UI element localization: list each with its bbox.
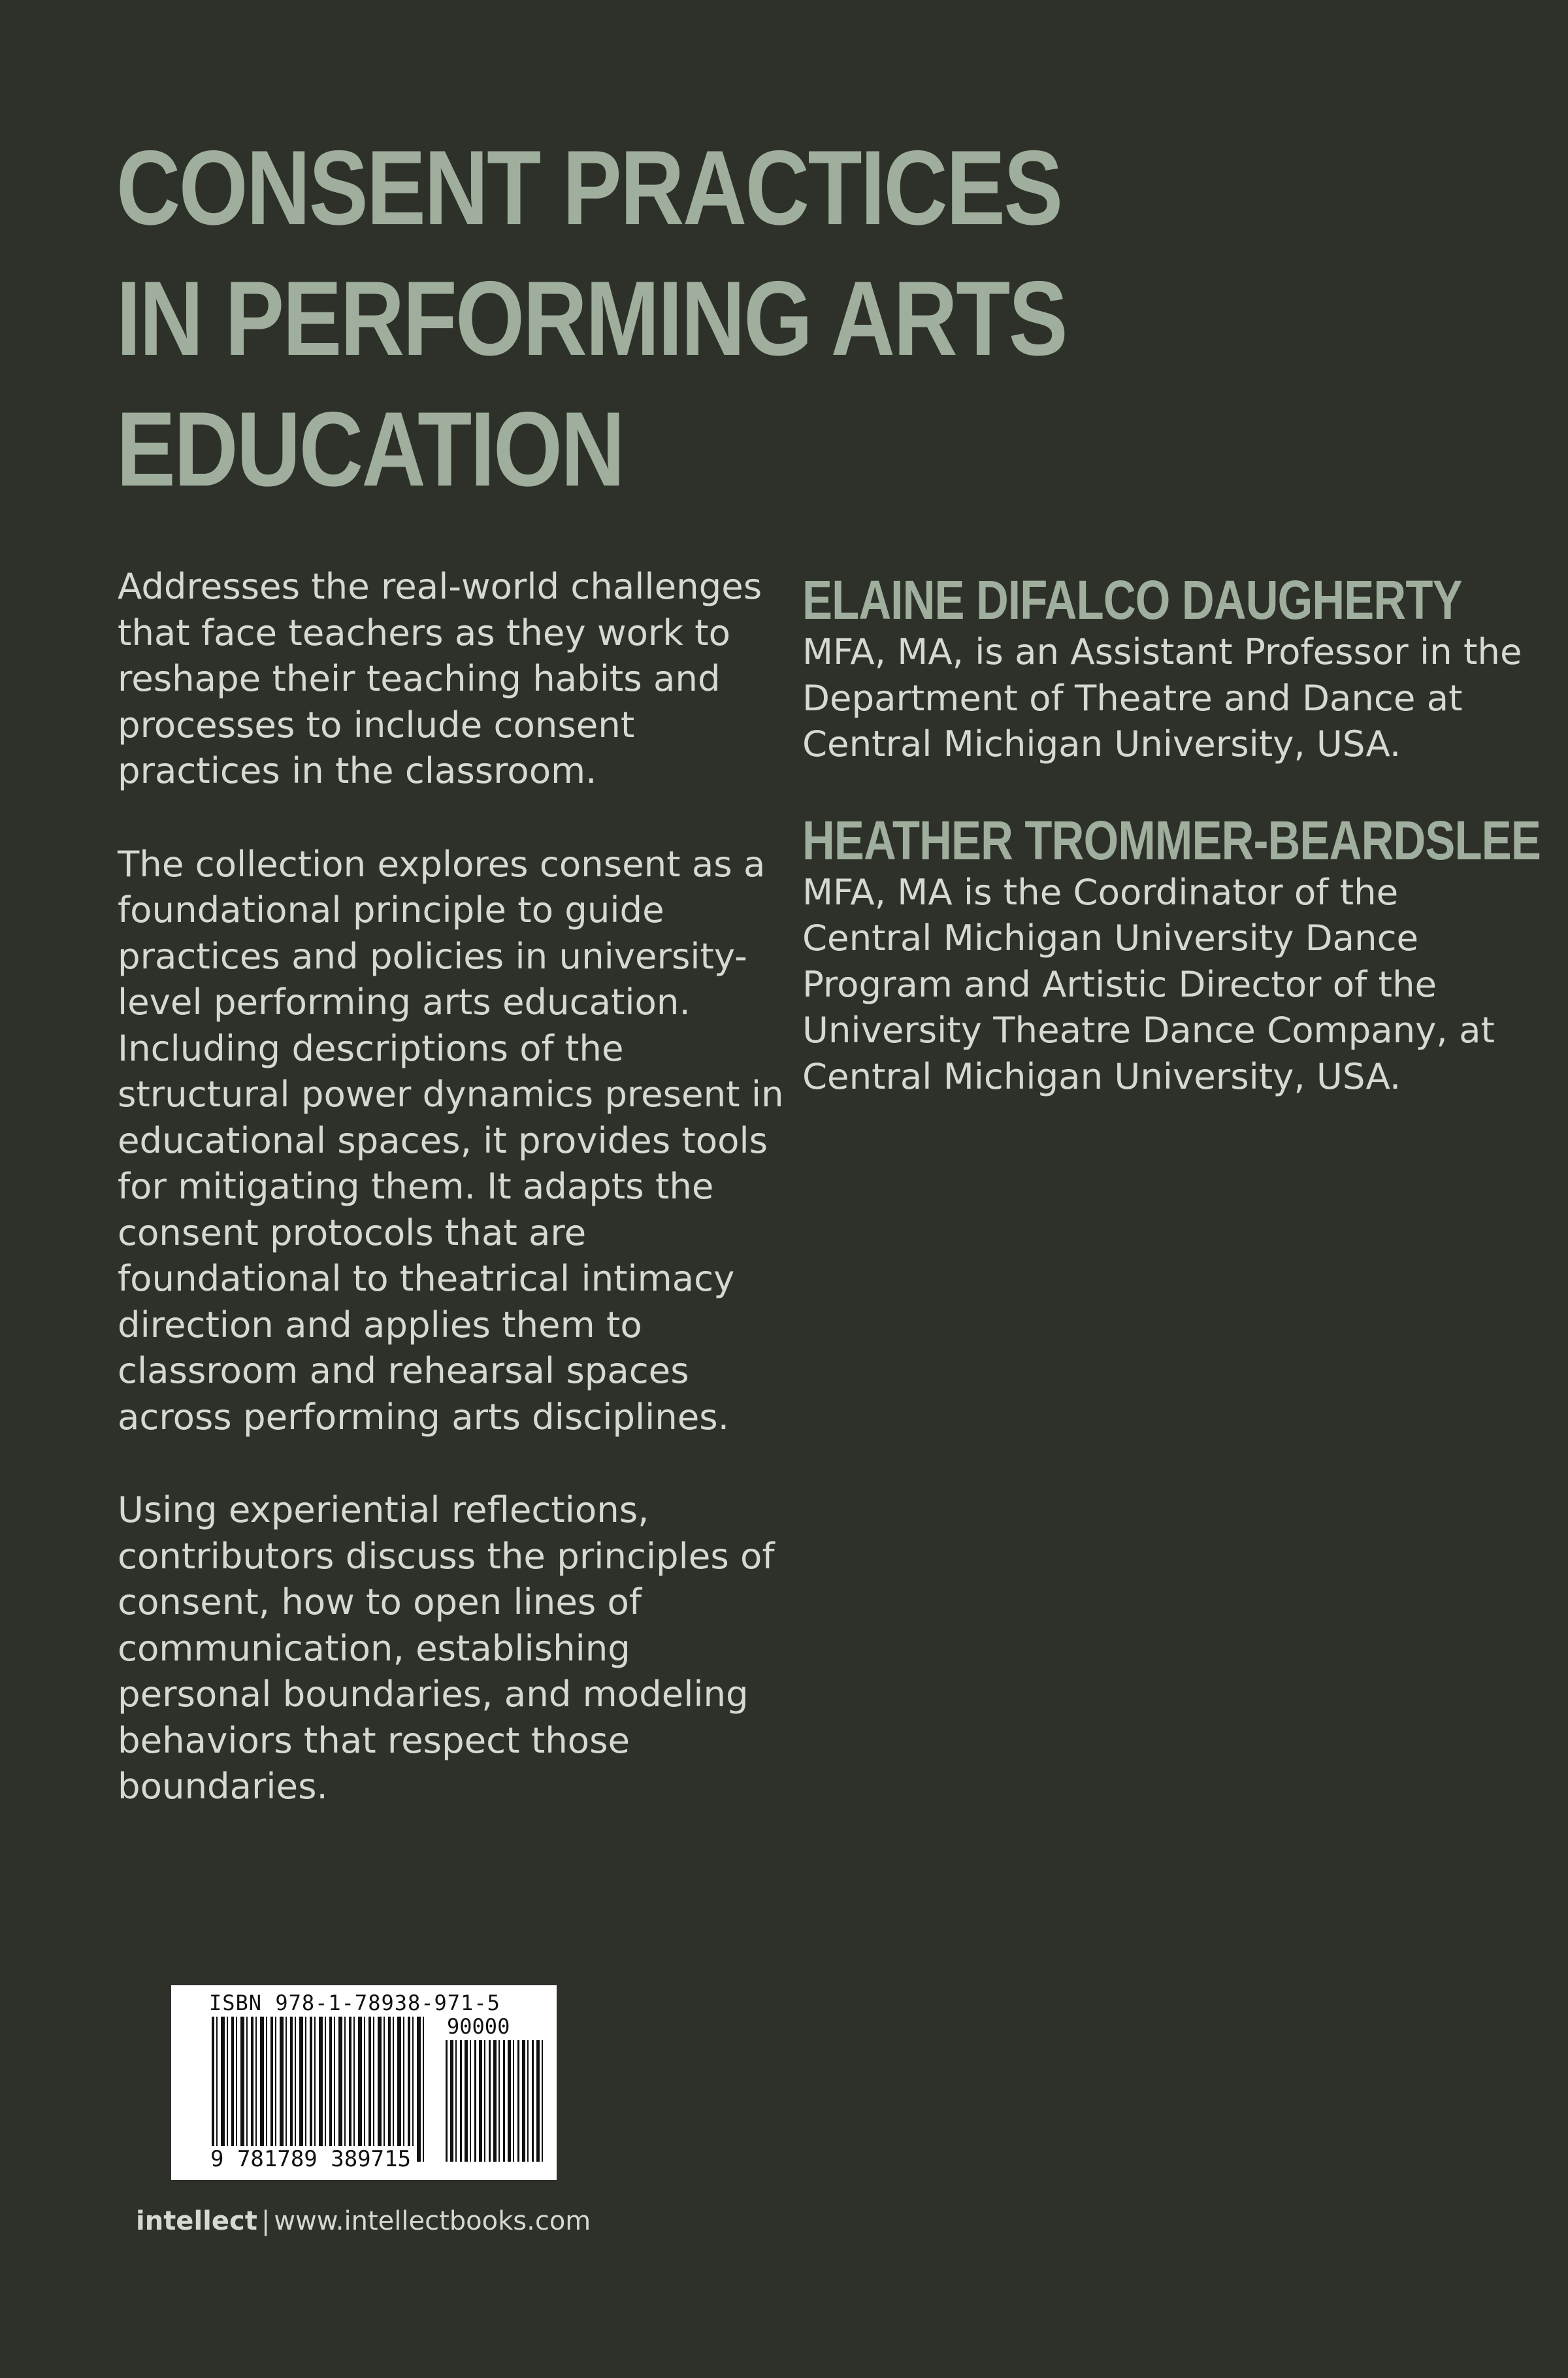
publisher-url: www.intellectbooks.com xyxy=(274,2206,591,2236)
author-name: HEATHER TROMMER-BEARDSLEE xyxy=(802,809,1541,871)
author-bio: MFA, MA is the Coordinator of the Central Michigan University Dance Program and Artistic Director of the University Theatre Dance Company, at Central Michigan University, USA. xyxy=(802,870,1495,1097)
isbn-barcode xyxy=(171,1985,557,2180)
publisher-separator: | xyxy=(261,2206,270,2236)
author-entry xyxy=(802,569,1534,767)
description-paragraph: The collection explores consent as a foundational principle to guide practices and policies in university-level performing arts education. Including descriptions of the structural power dynamics present in educational spaces, it provides tools for mitigating them. It adapts the consent protocols that are foundational to theatrical intimacy direction and applies them to classroom and rehearsal spaces across performing arts disciplines. xyxy=(118,842,784,1438)
isbn-number: ISBN 978-1-78938-971-5 xyxy=(209,1990,500,2015)
price-code: 90000 xyxy=(447,2014,510,2039)
author-bio: MFA, MA, is an Assistant Professor in the Department of Theatre and Dance at Central Michigan University, USA. xyxy=(802,631,1522,765)
book-description xyxy=(118,563,784,1809)
publisher-line xyxy=(136,2205,591,2238)
publisher-name: intellect xyxy=(136,2206,257,2236)
description-paragraph: Using experiential reflections, contributors discuss the principles of consent, how to open lines of communication, establishing personal boundaries, and modeling behaviors that respect those boundaries. xyxy=(118,1489,775,1807)
book-title xyxy=(116,123,1067,515)
book-title-line: CONSENT PRACTICES xyxy=(116,129,1062,247)
description-paragraph: Addresses the real-world challenges that face teachers as they work to reshape their teaching habits and processes to include consent practices in the classroom. xyxy=(118,565,762,791)
book-title-line: IN PERFORMING ARTS xyxy=(116,259,1067,378)
ean-digits: 9 781789 389715 xyxy=(208,2146,414,2172)
book-title-line: EDUCATION xyxy=(116,390,624,508)
author-name: ELAINE DIFALCO DAUGHERTY xyxy=(802,569,1462,631)
price-barcode-bars xyxy=(446,2040,544,2162)
author-entry xyxy=(802,809,1541,1100)
author-bios xyxy=(802,569,1541,1141)
barcode-bars xyxy=(212,2017,427,2162)
